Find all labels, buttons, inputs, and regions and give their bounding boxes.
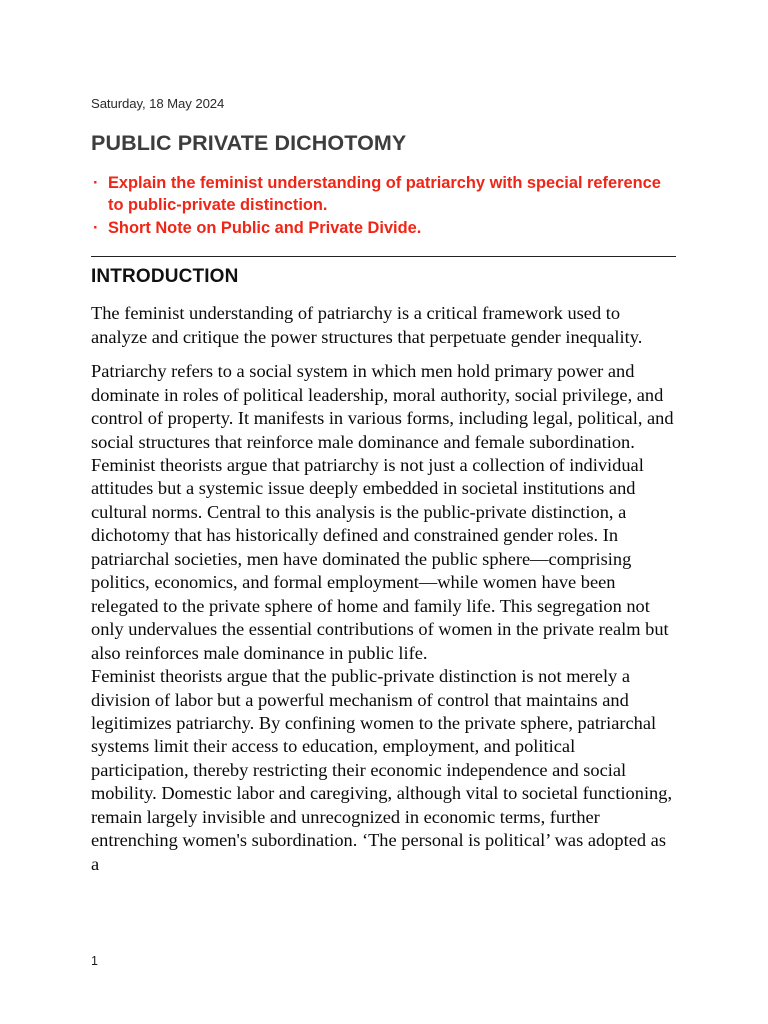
bullet-icon: ·	[93, 173, 99, 192]
page-number: 1	[91, 954, 98, 968]
section-divider	[91, 256, 676, 257]
section-heading-introduction: INTRODUCTION	[91, 265, 239, 287]
document-date: Saturday, 18 May 2024	[91, 96, 225, 111]
question-list	[91, 172, 677, 240]
document-content	[91, 96, 677, 876]
list-item	[91, 172, 677, 217]
question-text: Short Note on Public and Private Divide.	[108, 219, 422, 238]
body-paragraph: Patriarchy refers to a social system in which men hold primary power and dominate in roles of political leadership, moral authority, social privilege, and control of property. It manifests in various forms, including legal, political, and social structures that reinforce male dominance and female subordination. Feminist theorists argue that patriarchy is not just a collection of individual attitudes but a systemic issue deeply embedded in societal institutions and cultural norms. Central to this analysis is the public-private distinction, a dichotomy that has historically defined and constrained gender roles. In patriarchal societies, men have dominated the public sphere—comprising politics, economics, and formal employment—while women have been relegated to the private sphere of home and family life. This segregation not only undervalues the essential contributions of women in the private realm but also reinforces male dominance in public life.	[91, 361, 674, 663]
page-title: PUBLIC PRIVATE DICHOTOMY	[91, 130, 407, 155]
list-item	[91, 217, 677, 239]
body-paragraph: Feminist theorists argue that the public-private distinction is not merely a division of labor but a powerful mechanism of control that maintains and legitimizes patriarchy. By confining women to the private sphere, patriarchal systems limit their access to education, employment, and political participation, thereby restricting their economic independence and social mobility. Domestic labor and caregiving, although vital to societal functioning, remain largely invisible and unrecognized in economic terms, further entrenching women's subordination. ‘The personal is political’ was adopted as a	[91, 666, 673, 874]
bullet-icon: ·	[93, 219, 99, 238]
question-text: Explain the feminist understanding of patriarchy with special reference to public-private distinction.	[108, 173, 661, 214]
body-paragraph: The feminist understanding of patriarchy is a critical framework used to analyze and critique the power structures that perpetuate gender inequality.	[91, 303, 643, 347]
